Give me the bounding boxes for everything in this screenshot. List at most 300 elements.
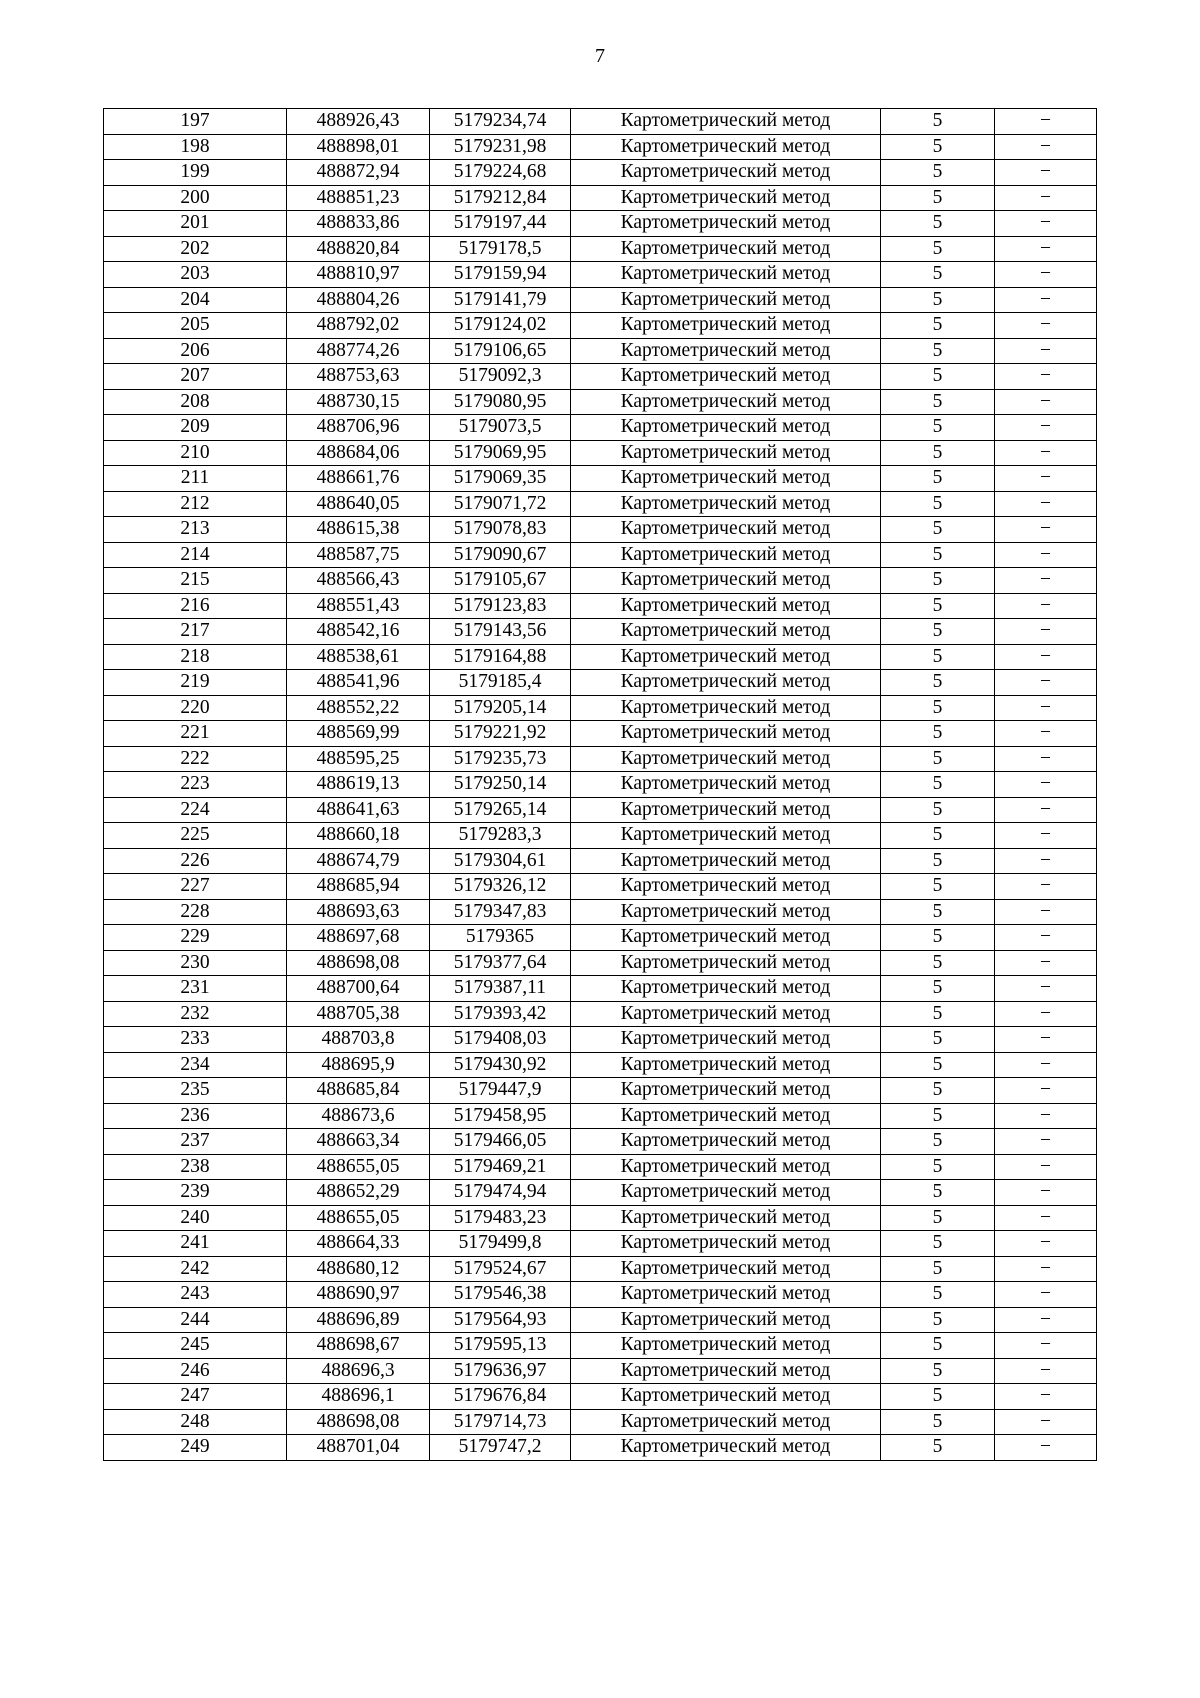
method-cell: Картометрический метод bbox=[571, 772, 881, 798]
point-number-cell: 209 bbox=[104, 415, 287, 441]
extra-cell: − bbox=[995, 772, 1097, 798]
point-number-cell: 231 bbox=[104, 976, 287, 1002]
y-coordinate-cell: 5179185,4 bbox=[430, 670, 571, 696]
y-coordinate-cell: 5179430,92 bbox=[430, 1052, 571, 1078]
extra-cell: − bbox=[995, 262, 1097, 288]
accuracy-cell: 5 bbox=[881, 287, 995, 313]
point-number-cell: 239 bbox=[104, 1180, 287, 1206]
accuracy-cell: 5 bbox=[881, 1103, 995, 1129]
point-number-cell: 219 bbox=[104, 670, 287, 696]
extra-cell: − bbox=[995, 338, 1097, 364]
x-coordinate-cell: 488833,86 bbox=[287, 211, 430, 237]
extra-cell: − bbox=[995, 695, 1097, 721]
extra-cell: − bbox=[995, 925, 1097, 951]
x-coordinate-cell: 488661,76 bbox=[287, 466, 430, 492]
table-row bbox=[104, 517, 1097, 543]
point-number-cell: 242 bbox=[104, 1256, 287, 1282]
extra-cell: − bbox=[995, 670, 1097, 696]
extra-cell: − bbox=[995, 568, 1097, 594]
x-coordinate-cell: 488698,08 bbox=[287, 1409, 430, 1435]
accuracy-cell: 5 bbox=[881, 670, 995, 696]
point-number-cell: 202 bbox=[104, 236, 287, 262]
x-coordinate-cell: 488542,16 bbox=[287, 619, 430, 645]
method-cell: Картометрический метод bbox=[571, 670, 881, 696]
method-cell: Картометрический метод bbox=[571, 1180, 881, 1206]
point-number-cell: 246 bbox=[104, 1358, 287, 1384]
method-cell: Картометрический метод bbox=[571, 134, 881, 160]
y-coordinate-cell: 5179499,8 bbox=[430, 1231, 571, 1257]
point-number-cell: 224 bbox=[104, 797, 287, 823]
extra-cell: − bbox=[995, 491, 1097, 517]
table-row bbox=[104, 1358, 1097, 1384]
method-cell: Картометрический метод bbox=[571, 899, 881, 925]
y-coordinate-cell: 5179466,05 bbox=[430, 1129, 571, 1155]
table-row bbox=[104, 1103, 1097, 1129]
table-row bbox=[104, 950, 1097, 976]
y-coordinate-cell: 5179141,79 bbox=[430, 287, 571, 313]
point-number-cell: 222 bbox=[104, 746, 287, 772]
y-coordinate-cell: 5179090,67 bbox=[430, 542, 571, 568]
extra-cell: − bbox=[995, 848, 1097, 874]
x-coordinate-cell: 488680,12 bbox=[287, 1256, 430, 1282]
x-coordinate-cell: 488587,75 bbox=[287, 542, 430, 568]
method-cell: Картометрический метод bbox=[571, 262, 881, 288]
method-cell: Картометрический метод bbox=[571, 1052, 881, 1078]
accuracy-cell: 5 bbox=[881, 491, 995, 517]
extra-cell: − bbox=[995, 1103, 1097, 1129]
extra-cell: − bbox=[995, 1307, 1097, 1333]
y-coordinate-cell: 5179178,5 bbox=[430, 236, 571, 262]
extra-cell: − bbox=[995, 1078, 1097, 1104]
extra-cell: − bbox=[995, 1231, 1097, 1257]
accuracy-cell: 5 bbox=[881, 1078, 995, 1104]
extra-cell: − bbox=[995, 109, 1097, 135]
extra-cell: − bbox=[995, 1052, 1097, 1078]
accuracy-cell: 5 bbox=[881, 466, 995, 492]
x-coordinate-cell: 488685,84 bbox=[287, 1078, 430, 1104]
accuracy-cell: 5 bbox=[881, 1180, 995, 1206]
point-number-cell: 229 bbox=[104, 925, 287, 951]
accuracy-cell: 5 bbox=[881, 746, 995, 772]
table-row bbox=[104, 415, 1097, 441]
accuracy-cell: 5 bbox=[881, 950, 995, 976]
extra-cell: − bbox=[995, 542, 1097, 568]
point-number-cell: 243 bbox=[104, 1282, 287, 1308]
accuracy-cell: 5 bbox=[881, 925, 995, 951]
x-coordinate-cell: 488552,22 bbox=[287, 695, 430, 721]
method-cell: Картометрический метод bbox=[571, 389, 881, 415]
method-cell: Картометрический метод bbox=[571, 364, 881, 390]
accuracy-cell: 5 bbox=[881, 899, 995, 925]
method-cell: Картометрический метод bbox=[571, 874, 881, 900]
y-coordinate-cell: 5179546,38 bbox=[430, 1282, 571, 1308]
table-row bbox=[104, 721, 1097, 747]
point-number-cell: 238 bbox=[104, 1154, 287, 1180]
accuracy-cell: 5 bbox=[881, 262, 995, 288]
y-coordinate-cell: 5179124,02 bbox=[430, 313, 571, 339]
accuracy-cell: 5 bbox=[881, 1205, 995, 1231]
table-row bbox=[104, 1205, 1097, 1231]
extra-cell: − bbox=[995, 823, 1097, 849]
y-coordinate-cell: 5179164,88 bbox=[430, 644, 571, 670]
y-coordinate-cell: 5179235,73 bbox=[430, 746, 571, 772]
point-number-cell: 204 bbox=[104, 287, 287, 313]
extra-cell: − bbox=[995, 1154, 1097, 1180]
table-row bbox=[104, 262, 1097, 288]
method-cell: Картометрический метод bbox=[571, 1358, 881, 1384]
method-cell: Картометрический метод bbox=[571, 593, 881, 619]
method-cell: Картометрический метод bbox=[571, 746, 881, 772]
point-number-cell: 230 bbox=[104, 950, 287, 976]
method-cell: Картометрический метод bbox=[571, 823, 881, 849]
method-cell: Картометрический метод bbox=[571, 1384, 881, 1410]
table-row bbox=[104, 1384, 1097, 1410]
extra-cell: − bbox=[995, 236, 1097, 262]
y-coordinate-cell: 5179197,44 bbox=[430, 211, 571, 237]
extra-cell: − bbox=[995, 134, 1097, 160]
table-row bbox=[104, 1027, 1097, 1053]
method-cell: Картометрический метод bbox=[571, 1409, 881, 1435]
point-number-cell: 203 bbox=[104, 262, 287, 288]
x-coordinate-cell: 488698,08 bbox=[287, 950, 430, 976]
y-coordinate-cell: 5179408,03 bbox=[430, 1027, 571, 1053]
extra-cell: − bbox=[995, 440, 1097, 466]
table-row bbox=[104, 185, 1097, 211]
method-cell: Картометрический метод bbox=[571, 440, 881, 466]
accuracy-cell: 5 bbox=[881, 160, 995, 186]
x-coordinate-cell: 488804,26 bbox=[287, 287, 430, 313]
extra-cell: − bbox=[995, 874, 1097, 900]
y-coordinate-cell: 5179714,73 bbox=[430, 1409, 571, 1435]
point-number-cell: 244 bbox=[104, 1307, 287, 1333]
y-coordinate-cell: 5179326,12 bbox=[430, 874, 571, 900]
table-row bbox=[104, 1231, 1097, 1257]
method-cell: Картометрический метод bbox=[571, 568, 881, 594]
x-coordinate-cell: 488655,05 bbox=[287, 1154, 430, 1180]
table-row bbox=[104, 593, 1097, 619]
table-row bbox=[104, 695, 1097, 721]
accuracy-cell: 5 bbox=[881, 568, 995, 594]
x-coordinate-cell: 488705,38 bbox=[287, 1001, 430, 1027]
point-number-cell: 214 bbox=[104, 542, 287, 568]
x-coordinate-cell: 488774,26 bbox=[287, 338, 430, 364]
y-coordinate-cell: 5179469,21 bbox=[430, 1154, 571, 1180]
coordinates-table-body bbox=[104, 109, 1097, 1461]
method-cell: Картометрический метод bbox=[571, 1205, 881, 1231]
table-row bbox=[104, 619, 1097, 645]
table-row bbox=[104, 236, 1097, 262]
accuracy-cell: 5 bbox=[881, 109, 995, 135]
x-coordinate-cell: 488685,94 bbox=[287, 874, 430, 900]
method-cell: Картометрический метод bbox=[571, 925, 881, 951]
method-cell: Картометрический метод bbox=[571, 491, 881, 517]
y-coordinate-cell: 5179159,94 bbox=[430, 262, 571, 288]
y-coordinate-cell: 5179747,2 bbox=[430, 1435, 571, 1461]
extra-cell: − bbox=[995, 160, 1097, 186]
y-coordinate-cell: 5179231,98 bbox=[430, 134, 571, 160]
x-coordinate-cell: 488898,01 bbox=[287, 134, 430, 160]
y-coordinate-cell: 5179483,23 bbox=[430, 1205, 571, 1231]
y-coordinate-cell: 5179250,14 bbox=[430, 772, 571, 798]
y-coordinate-cell: 5179105,67 bbox=[430, 568, 571, 594]
table-row bbox=[104, 542, 1097, 568]
extra-cell: − bbox=[995, 1129, 1097, 1155]
x-coordinate-cell: 488697,68 bbox=[287, 925, 430, 951]
method-cell: Картометрический метод bbox=[571, 338, 881, 364]
accuracy-cell: 5 bbox=[881, 517, 995, 543]
table-row bbox=[104, 1307, 1097, 1333]
point-number-cell: 217 bbox=[104, 619, 287, 645]
point-number-cell: 221 bbox=[104, 721, 287, 747]
x-coordinate-cell: 488663,34 bbox=[287, 1129, 430, 1155]
table-row bbox=[104, 874, 1097, 900]
extra-cell: − bbox=[995, 746, 1097, 772]
y-coordinate-cell: 5179676,84 bbox=[430, 1384, 571, 1410]
x-coordinate-cell: 488690,97 bbox=[287, 1282, 430, 1308]
table-row bbox=[104, 109, 1097, 135]
accuracy-cell: 5 bbox=[881, 1409, 995, 1435]
table-row bbox=[104, 899, 1097, 925]
coordinates-table bbox=[103, 108, 1097, 1461]
x-coordinate-cell: 488926,43 bbox=[287, 109, 430, 135]
point-number-cell: 199 bbox=[104, 160, 287, 186]
point-number-cell: 226 bbox=[104, 848, 287, 874]
extra-cell: − bbox=[995, 1384, 1097, 1410]
table-row bbox=[104, 1001, 1097, 1027]
y-coordinate-cell: 5179265,14 bbox=[430, 797, 571, 823]
accuracy-cell: 5 bbox=[881, 772, 995, 798]
point-number-cell: 225 bbox=[104, 823, 287, 849]
y-coordinate-cell: 5179080,95 bbox=[430, 389, 571, 415]
point-number-cell: 248 bbox=[104, 1409, 287, 1435]
x-coordinate-cell: 488701,04 bbox=[287, 1435, 430, 1461]
method-cell: Картометрический метод bbox=[571, 517, 881, 543]
method-cell: Картометрический метод bbox=[571, 211, 881, 237]
extra-cell: − bbox=[995, 389, 1097, 415]
y-coordinate-cell: 5179304,61 bbox=[430, 848, 571, 874]
x-coordinate-cell: 488684,06 bbox=[287, 440, 430, 466]
x-coordinate-cell: 488566,43 bbox=[287, 568, 430, 594]
table-row bbox=[104, 1052, 1097, 1078]
x-coordinate-cell: 488538,61 bbox=[287, 644, 430, 670]
point-number-cell: 236 bbox=[104, 1103, 287, 1129]
x-coordinate-cell: 488700,64 bbox=[287, 976, 430, 1002]
accuracy-cell: 5 bbox=[881, 313, 995, 339]
point-number-cell: 216 bbox=[104, 593, 287, 619]
x-coordinate-cell: 488615,38 bbox=[287, 517, 430, 543]
y-coordinate-cell: 5179224,68 bbox=[430, 160, 571, 186]
point-number-cell: 240 bbox=[104, 1205, 287, 1231]
accuracy-cell: 5 bbox=[881, 593, 995, 619]
accuracy-cell: 5 bbox=[881, 364, 995, 390]
x-coordinate-cell: 488820,84 bbox=[287, 236, 430, 262]
accuracy-cell: 5 bbox=[881, 1052, 995, 1078]
method-cell: Картометрический метод bbox=[571, 313, 881, 339]
method-cell: Картометрический метод bbox=[571, 287, 881, 313]
accuracy-cell: 5 bbox=[881, 211, 995, 237]
y-coordinate-cell: 5179564,93 bbox=[430, 1307, 571, 1333]
table-row bbox=[104, 1154, 1097, 1180]
accuracy-cell: 5 bbox=[881, 1129, 995, 1155]
point-number-cell: 207 bbox=[104, 364, 287, 390]
point-number-cell: 218 bbox=[104, 644, 287, 670]
method-cell: Картометрический метод bbox=[571, 1333, 881, 1359]
extra-cell: − bbox=[995, 517, 1097, 543]
x-coordinate-cell: 488673,6 bbox=[287, 1103, 430, 1129]
accuracy-cell: 5 bbox=[881, 619, 995, 645]
accuracy-cell: 5 bbox=[881, 1358, 995, 1384]
extra-cell: − bbox=[995, 721, 1097, 747]
table-row bbox=[104, 1409, 1097, 1435]
extra-cell: − bbox=[995, 619, 1097, 645]
table-row bbox=[104, 491, 1097, 517]
y-coordinate-cell: 5179069,35 bbox=[430, 466, 571, 492]
method-cell: Картометрический метод bbox=[571, 542, 881, 568]
y-coordinate-cell: 5179078,83 bbox=[430, 517, 571, 543]
accuracy-cell: 5 bbox=[881, 874, 995, 900]
x-coordinate-cell: 488619,13 bbox=[287, 772, 430, 798]
accuracy-cell: 5 bbox=[881, 134, 995, 160]
table-row bbox=[104, 772, 1097, 798]
x-coordinate-cell: 488660,18 bbox=[287, 823, 430, 849]
method-cell: Картометрический метод bbox=[571, 1154, 881, 1180]
table-row bbox=[104, 1435, 1097, 1461]
y-coordinate-cell: 5179347,83 bbox=[430, 899, 571, 925]
method-cell: Картометрический метод bbox=[571, 1435, 881, 1461]
point-number-cell: 234 bbox=[104, 1052, 287, 1078]
extra-cell: − bbox=[995, 415, 1097, 441]
x-coordinate-cell: 488695,9 bbox=[287, 1052, 430, 1078]
point-number-cell: 232 bbox=[104, 1001, 287, 1027]
x-coordinate-cell: 488851,23 bbox=[287, 185, 430, 211]
y-coordinate-cell: 5179283,3 bbox=[430, 823, 571, 849]
method-cell: Картометрический метод bbox=[571, 1231, 881, 1257]
method-cell: Картометрический метод bbox=[571, 1256, 881, 1282]
method-cell: Картометрический метод bbox=[571, 1001, 881, 1027]
point-number-cell: 237 bbox=[104, 1129, 287, 1155]
method-cell: Картометрический метод bbox=[571, 109, 881, 135]
extra-cell: − bbox=[995, 211, 1097, 237]
point-number-cell: 215 bbox=[104, 568, 287, 594]
x-coordinate-cell: 488706,96 bbox=[287, 415, 430, 441]
accuracy-cell: 5 bbox=[881, 1256, 995, 1282]
table-row bbox=[104, 287, 1097, 313]
point-number-cell: 241 bbox=[104, 1231, 287, 1257]
table-row bbox=[104, 1180, 1097, 1206]
table-row bbox=[104, 823, 1097, 849]
table-row bbox=[104, 1129, 1097, 1155]
table-row bbox=[104, 364, 1097, 390]
y-coordinate-cell: 5179123,83 bbox=[430, 593, 571, 619]
point-number-cell: 228 bbox=[104, 899, 287, 925]
method-cell: Картометрический метод bbox=[571, 619, 881, 645]
table-row bbox=[104, 644, 1097, 670]
table-row bbox=[104, 160, 1097, 186]
extra-cell: − bbox=[995, 1282, 1097, 1308]
x-coordinate-cell: 488640,05 bbox=[287, 491, 430, 517]
table-row bbox=[104, 1256, 1097, 1282]
y-coordinate-cell: 5179458,95 bbox=[430, 1103, 571, 1129]
table-row bbox=[104, 670, 1097, 696]
table-row bbox=[104, 134, 1097, 160]
extra-cell: − bbox=[995, 1205, 1097, 1231]
method-cell: Картометрический метод bbox=[571, 1307, 881, 1333]
extra-cell: − bbox=[995, 466, 1097, 492]
x-coordinate-cell: 488810,97 bbox=[287, 262, 430, 288]
extra-cell: − bbox=[995, 287, 1097, 313]
method-cell: Картометрический метод bbox=[571, 415, 881, 441]
accuracy-cell: 5 bbox=[881, 1307, 995, 1333]
point-number-cell: 210 bbox=[104, 440, 287, 466]
method-cell: Картометрический метод bbox=[571, 185, 881, 211]
method-cell: Картометрический метод bbox=[571, 950, 881, 976]
table-row bbox=[104, 389, 1097, 415]
x-coordinate-cell: 488730,15 bbox=[287, 389, 430, 415]
extra-cell: − bbox=[995, 364, 1097, 390]
table-row bbox=[104, 746, 1097, 772]
accuracy-cell: 5 bbox=[881, 644, 995, 670]
accuracy-cell: 5 bbox=[881, 1435, 995, 1461]
accuracy-cell: 5 bbox=[881, 848, 995, 874]
x-coordinate-cell: 488551,43 bbox=[287, 593, 430, 619]
x-coordinate-cell: 488872,94 bbox=[287, 160, 430, 186]
table-row bbox=[104, 313, 1097, 339]
y-coordinate-cell: 5179387,11 bbox=[430, 976, 571, 1002]
y-coordinate-cell: 5179212,84 bbox=[430, 185, 571, 211]
accuracy-cell: 5 bbox=[881, 542, 995, 568]
y-coordinate-cell: 5179595,13 bbox=[430, 1333, 571, 1359]
point-number-cell: 223 bbox=[104, 772, 287, 798]
accuracy-cell: 5 bbox=[881, 338, 995, 364]
x-coordinate-cell: 488569,99 bbox=[287, 721, 430, 747]
method-cell: Картометрический метод bbox=[571, 644, 881, 670]
accuracy-cell: 5 bbox=[881, 236, 995, 262]
point-number-cell: 198 bbox=[104, 134, 287, 160]
y-coordinate-cell: 5179205,14 bbox=[430, 695, 571, 721]
point-number-cell: 197 bbox=[104, 109, 287, 135]
table-row bbox=[104, 797, 1097, 823]
method-cell: Картометрический метод bbox=[571, 1129, 881, 1155]
x-coordinate-cell: 488652,29 bbox=[287, 1180, 430, 1206]
extra-cell: − bbox=[995, 1409, 1097, 1435]
y-coordinate-cell: 5179365 bbox=[430, 925, 571, 951]
y-coordinate-cell: 5179069,95 bbox=[430, 440, 571, 466]
accuracy-cell: 5 bbox=[881, 695, 995, 721]
method-cell: Картометрический метод bbox=[571, 1027, 881, 1053]
method-cell: Картометрический метод bbox=[571, 1282, 881, 1308]
accuracy-cell: 5 bbox=[881, 440, 995, 466]
y-coordinate-cell: 5179073,5 bbox=[430, 415, 571, 441]
point-number-cell: 245 bbox=[104, 1333, 287, 1359]
accuracy-cell: 5 bbox=[881, 1282, 995, 1308]
table-row bbox=[104, 338, 1097, 364]
point-number-cell: 235 bbox=[104, 1078, 287, 1104]
x-coordinate-cell: 488541,96 bbox=[287, 670, 430, 696]
x-coordinate-cell: 488655,05 bbox=[287, 1205, 430, 1231]
point-number-cell: 200 bbox=[104, 185, 287, 211]
accuracy-cell: 5 bbox=[881, 976, 995, 1002]
accuracy-cell: 5 bbox=[881, 1027, 995, 1053]
page-number: 7 bbox=[595, 45, 605, 67]
x-coordinate-cell: 488696,89 bbox=[287, 1307, 430, 1333]
method-cell: Картометрический метод bbox=[571, 797, 881, 823]
accuracy-cell: 5 bbox=[881, 721, 995, 747]
table-row bbox=[104, 1078, 1097, 1104]
accuracy-cell: 5 bbox=[881, 415, 995, 441]
method-cell: Картометрический метод bbox=[571, 160, 881, 186]
x-coordinate-cell: 488674,79 bbox=[287, 848, 430, 874]
y-coordinate-cell: 5179221,92 bbox=[430, 721, 571, 747]
